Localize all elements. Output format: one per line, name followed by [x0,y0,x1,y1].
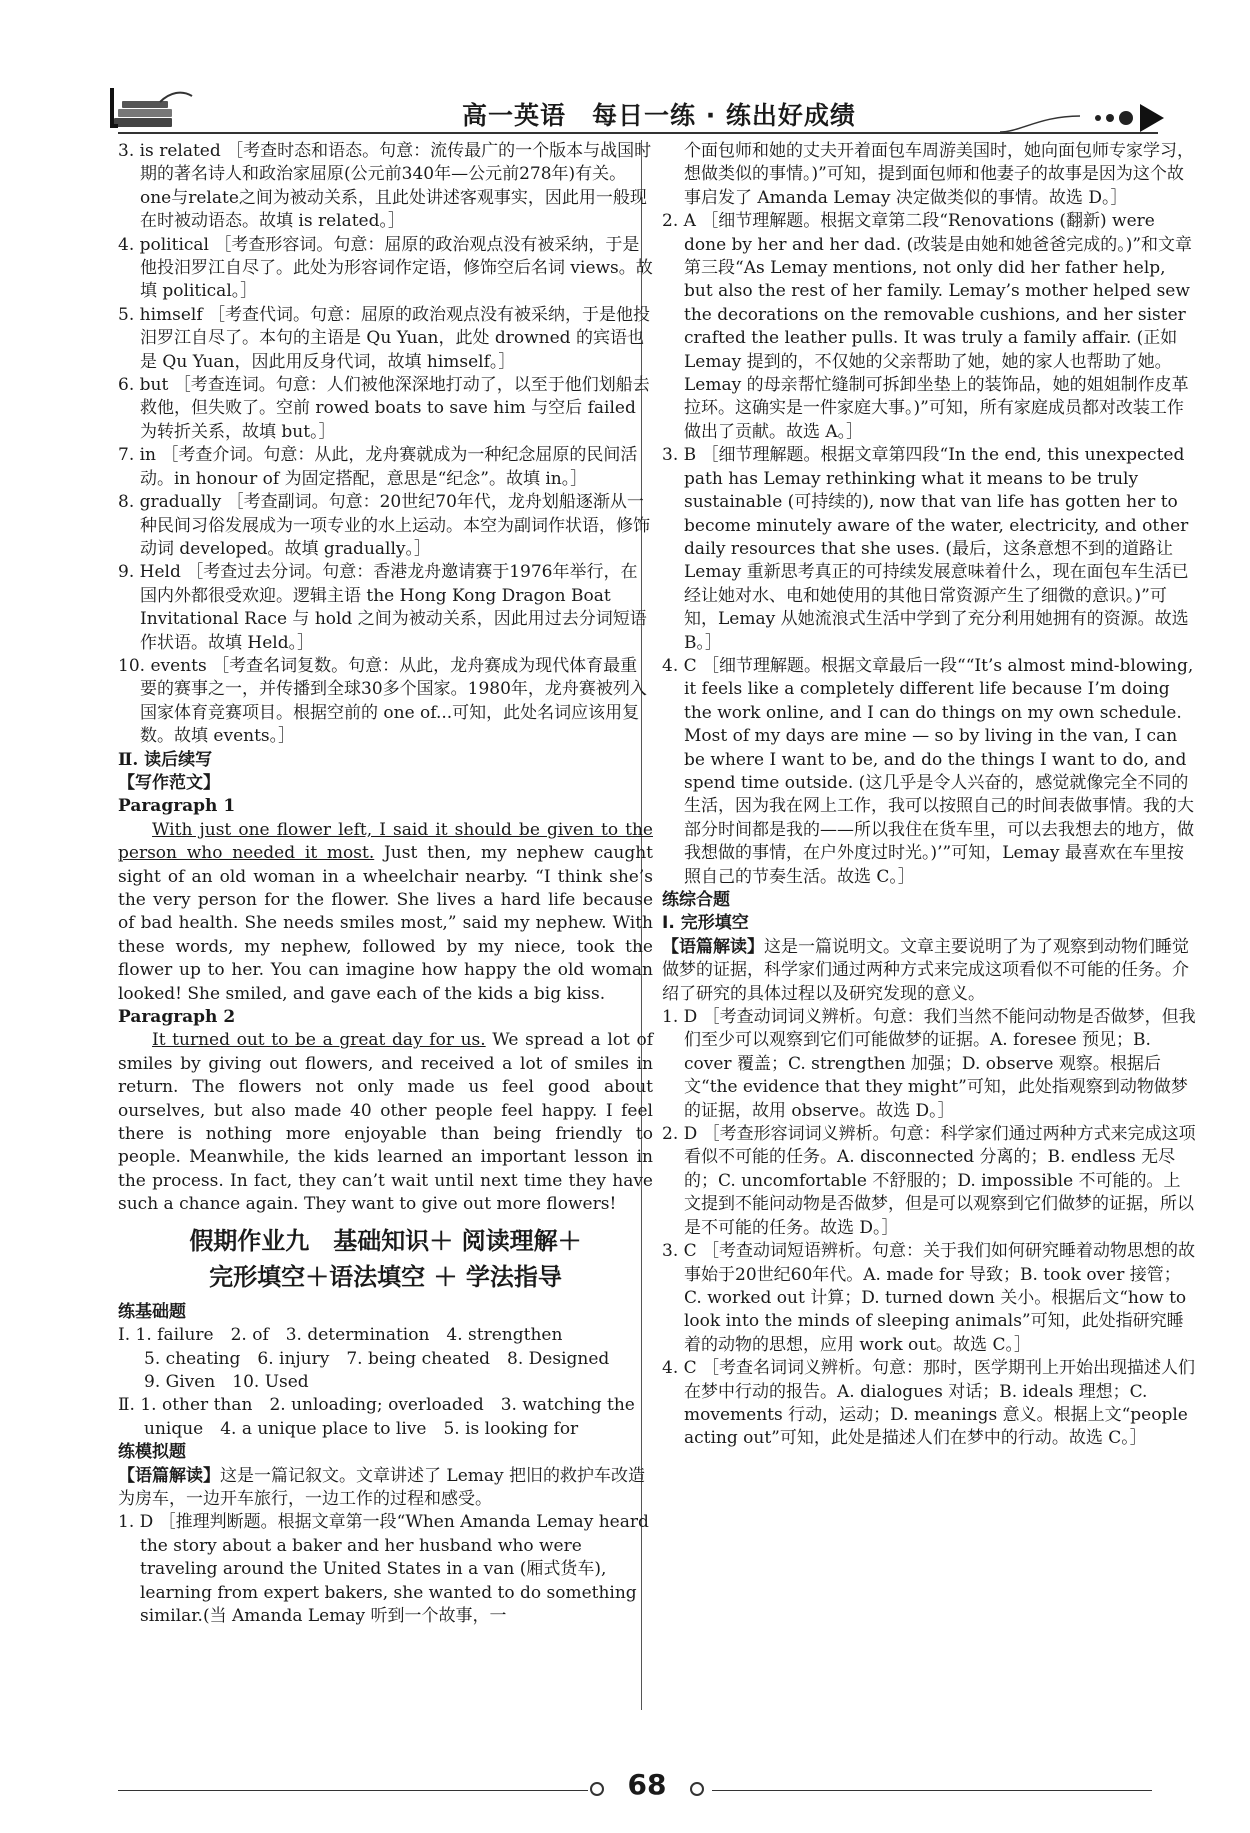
footer-rule-left [118,1790,588,1791]
page-header [0,0,1250,145]
left-column [118,140,653,1628]
answer-item-8: 8. gradually ［考查副词。句意：20世纪70年代，龙舟划船逐渐从一种民间习俗发展成为一项专业的水上运动。本空为副词作状语，修饰动词 developed。故填 gradually。］ [118,492,650,559]
cloze-answer-2: 2. D ［考查形容词词义辨析。句意：科学家们通过两种方式来完成这项看似不可能的任务。A. disconnected 分离的；B. endless 无尽的；C. uncomfortable 不舒服的；D. impossible 不可能的。上文提到不能问动物是否做梦，但是可以观察到它们做梦的证据，所以是不可能的任务。故选 D。］ [662,1124,1196,1238]
assignment-title-line-1: 假期作业九 基础知识＋ 阅读理解＋ [189,1226,582,1255]
assignment-title [118,1223,653,1295]
paragraph-1-opening: With just one flower left, I said it should be given to the person who needed it most. [118,819,653,864]
right-column [662,140,1197,1451]
answer-item-10: 10. events ［考查名词复数。句意：从此，龙舟赛成为现代体育最重要的赛事之一，并传播到全球30多个国家。1980年，龙舟赛被列入国家体育竞赛项目。根据空前的 one of...可知，此处名词应该用复数。故填 events。］ [118,655,647,747]
paragraph-1-body: Just then, my nephew caught sight of an old woman in a wheelchair nearby. “I think she’s the very person for the flower. She lives a hard life because of bad health. She needs smiles most,” said my nephew. With these words, my nephew, followed by my niece, took the flower up to her. You can imagine how happy the old woman looked! She smiled, and gave each of the kids a big kiss. [118,843,653,1004]
model-summary-text: 这是一篇记叙文。文章讲述了 Lemay 把旧的救护车改造为房车，一边开车旅行，一边工作的过程和感受。 [118,1465,646,1509]
section-heading-continuation-writing: Ⅱ. 读后续写 [118,749,213,770]
model-answer-4: 4. C ［细节理解题。根据文章最后一段““It’s almost mind-blowing, it feels like a completely different life because I’m doing the work online, and I can do things on my own schedule. Most of my days are mine — so by living in the van, I can be where I want to be, and do the things I want to do, and spend time outside. (这几乎是令人兴奋的，感觉就像完全不同的生活，因为我在网上工作，我可以按照自己的时间表做事情。我的大部分时间都是我的——所以我住在货车里，可以去我想去的地方，做我想做的事情，在户外度过时光。)’”可知，Lemay 最喜欢在车里按照自己的节奏生活。故选 C。］ [662,655,1194,887]
header-rule [118,132,1158,134]
assignment-title-line-2: 完形填空＋语法填空 ＋ 学法指导 [209,1262,562,1291]
paragraph-2-body: We spread a lot of smiles by giving out flowers, and received a lot of smiles in return. The flowers not only made us feel good about ourselves, but also made 40 other people feel happy. I feel there is nothing more enjoyable than being friendly to people. Meanwhile, the kids learned an important lesson in the process. In fact, they can’t wait until next time they have such a chance again. They want to give out more flowers! [118,1030,653,1215]
paragraph-2-label: Paragraph 2 [118,1007,236,1028]
paragraph-1-label: Paragraph 1 [118,796,236,817]
model-answer-3: 3. B ［细节理解题。根据文章第四段“In the end, this unexpected path has Lemay rethinking what it means to be truly sustainable (可持续的), now that van life has gotten her to become minutely aware of the water, electricity, and other daily resources that she uses. (最后，这条意想不到的道路让 Lemay 重新思考真正的可持续发展意味着什么，现在面包车生活已经让她对水、电和她使用的其他日常资源产生了细微的意识。)”可知，Lemay 从她流浪式生活中学到了充分利用她拥有的资源。故选 B。］ [662,445,1189,653]
answer-item-5: 5. himself ［考查代词。句意：屈原的政治观点没有被采纳，于是他投汨罗江自尽了。本句的主语是 Qu Yuan，此处 drowned 的宾语也是 Qu Yuan，因此用反身代词，故填 himself。］ [118,304,651,372]
model-summary-label: 【语篇解读】 [118,1465,220,1486]
model-summary [118,1465,653,1512]
answer-item-4: 4. political ［考查形容词。句意：屈原的政治观点没有被采纳，于是他投汨罗江自尽了。此处为形容词作定语，修饰空后名词 views。故填 political。］ [118,234,653,302]
model-answer-1-continued: 个面包师和她的丈夫开着面包车周游美国时，她向面包师专家学习，想做类似的事情。)”可知，提到面包师和他妻子的故事是因为这个故事启发了 Amanda Lemay 决定做类似的事情。故选 D。］ [684,141,1194,208]
answer-item-6: 6. but ［考查连词。句意：人们被他深深地打动了，以至于他们划船去救他，但失败了。空前 rowed boats to save him 与空后 failed 为转折关系，故填 but。］ [118,375,650,442]
paragraph-2-opening: It turned out to be a great day for us. [152,1030,486,1051]
answer-item-3: 3. is related ［考查时态和语态。句意：流传最广的一个版本与战国时期的著名诗人和政治家屈原(公元前340年—公元前278年)有关。one与relate之间为被动关系，且此处讲述客观事实，因此用一般现在时被动语态。故填 is related。］ [118,141,652,232]
basics-answers-1a: Ⅰ. 1. failure 2. of 3. determination 4. strengthen [118,1325,563,1346]
answer-item-9: 9. Held ［考查过去分词。句意：香港龙舟邀请赛于1976年举行，在国内外都很受欢迎。逻辑主语 the Hong Kong Dragon Boat Invitational Race 与 hold 之间为被动关系，因此用过去分词短语作状语。故填 Held。］ [118,562,647,653]
footer-rule-right [712,1790,1152,1791]
cloze-answer-4: 4. C ［考查名词词义辨析。句意：那时，医学期刊上开始出现描述人们在梦中行动的报告。A. dialogues 对话；B. ideals 理想；C. movements 行动，运动；D. meanings 意义。根据上文“people acting out”可知，此处是描述人们在梦中的行动。故选 C。］ [662,1358,1196,1449]
paragraph-2-text [118,1029,653,1216]
basics-answers-1c: 9. Given 10. Used [144,1371,309,1392]
basics-heading: 练基础题 [118,1301,186,1322]
paragraph-1-text [118,819,653,1006]
model-heading: 练模拟题 [118,1442,186,1463]
header-title: 高一英语 每日一练 · 练出好成绩 [462,101,856,130]
page-number: 68 [627,1768,667,1801]
cloze-answer-3: 3. C ［考查动词短语辨析。句意：关于我们如何研究睡着动物思想的故事始于20世纪60年代。A. made for 导致；B. took over 接管；C. worked out 计算；D. turned down 关小。根据后文“how to look into the minds of sleeping animals”可知，此处指研究睡着的动物的思想，应用 work out。故选 C。］ [662,1241,1196,1355]
sample-essay-label: 【写作范文】 [118,772,220,793]
answer-item-7: 7. in ［考查介词。句意：从此，龙舟赛就成为一种纪念屈原的民间活动。in honour of 为固定搭配，意思是“纪念”。故填 in。］ [118,445,638,489]
cloze-heading: Ⅰ. 完形填空 [662,913,749,934]
cloze-summary-text: 这是一篇说明文。文章主要说明了为了观察到动物们睡觉做梦的证据，科学家们通过两种方式来完成这项看似不可能的任务。介绍了研究的具体过程以及研究发现的意义。 [662,936,1189,1004]
model-answer-1: 1. D ［推理判断题。根据文章第一段“When Amanda Lemay heard the story about a baker and her husband who were traveling around the United States in a van (厢式货车), learning from expert bakers, she wanted to do something similar.(当 Amanda Lemay 听到一个故事，一 [118,1512,649,1626]
comprehensive-heading: 练综合题 [662,890,730,910]
cloze-answer-1: 1. D ［考查动词词义辨析。句意：我们当然不能问动物是否做梦，但我们至少可以观察到它们可能做梦的证据。A. foresee 预见；B. cover 覆盖；C. strengthen 加强；D. observe 观察。根据后文“the evidence that they might”可知，此处指观察到动物做梦的证据，故用 observe。故选 D。］ [662,1007,1196,1121]
model-answer-2: 2. A ［细节理解题。根据文章第二段“Renovations (翻新) were done by her and her dad. (改装是由她和她爸爸完成的。)”和文章第三段“As Lemay mentions, not only did her father help, but also the rest of her family. Lemay’s mother helped sew the decorations on the removable cushions, and her sister crafted the leather pulls. It was truly a family affair. (正如 Lemay 提到的，不仅她的父亲帮助了她，她的家人也帮助了她。Lemay 的母亲帮忙缝制可拆卸坐垫上的装饰品，她的姐姐制作皮革拉环。这确实是一件家庭大事。)”可知，所有家庭成员都对改装工作做出了贡献。故选 A。］ [662,211,1193,442]
basics-answers-1b: 5. cheating 6. injury 7. being cheated 8. Designed [144,1348,610,1369]
cloze-summary-label: 【语篇解读】 [662,936,764,957]
basics-answers-2a: Ⅱ. 1. other than 2. unloading; overloaded 3. watching the [118,1395,635,1416]
arrow-dots-decoration-icon [1000,102,1170,142]
footer-circle-right-icon [690,1782,704,1796]
books-logo-icon [108,82,208,134]
footer-circle-left-icon [590,1782,604,1796]
cloze-summary [662,936,1197,1006]
basics-answers-2b: unique 4. a unique place to live 5. is looking for [144,1418,579,1439]
